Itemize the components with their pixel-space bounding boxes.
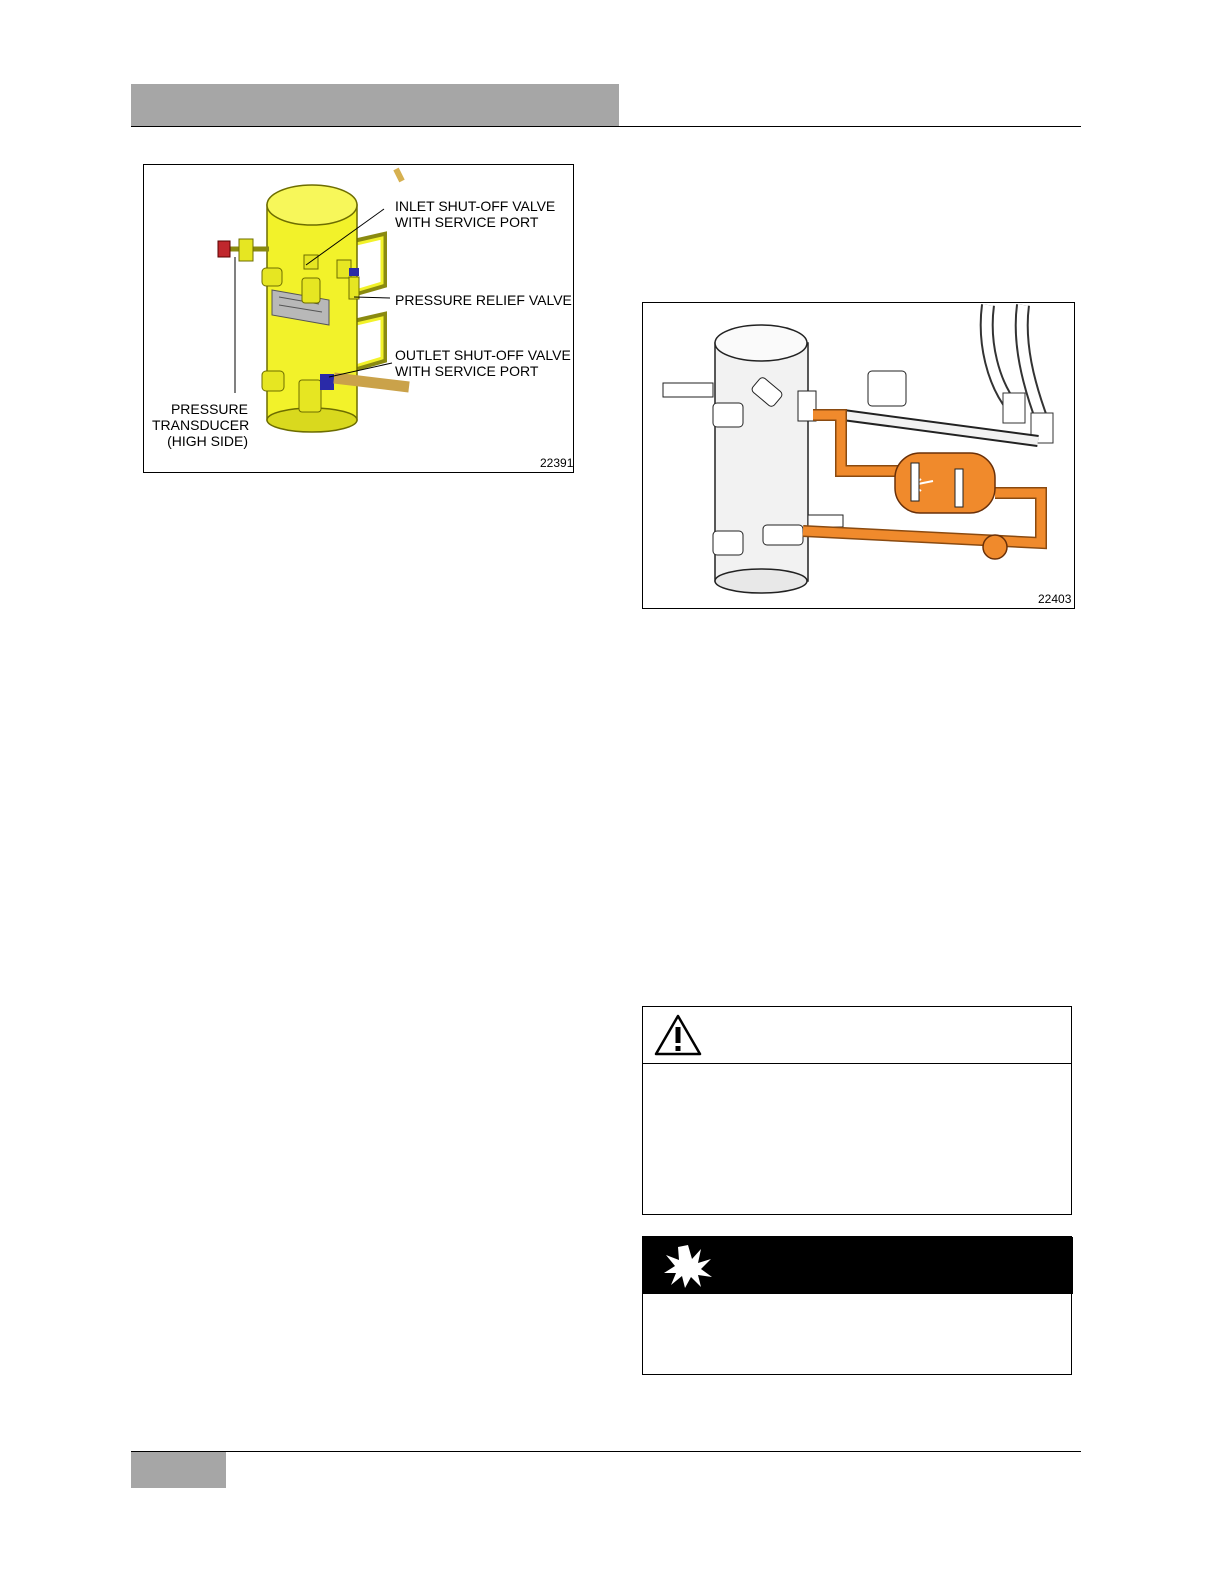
pressure-transducer-callout: PRESSURE TRANSDUCER (HIGH SIDE) (152, 401, 250, 449)
danger-box (642, 1236, 1072, 1375)
page-number-block (131, 1452, 226, 1488)
danger-header (643, 1237, 1073, 1294)
receiver-tank-figure (143, 164, 574, 473)
explosion-icon (663, 1243, 713, 1289)
receiver-drier-illustration (643, 303, 1074, 608)
header-rule (131, 126, 1081, 127)
footer-rule (131, 1451, 1081, 1452)
caution-header (643, 1007, 1071, 1064)
outlet-valve-callout: OUTLET SHUT-OFF VALVE WITH SERVICE PORT (395, 347, 571, 379)
receiver-drier-figure (642, 302, 1075, 609)
caution-triangle-icon (653, 1013, 703, 1057)
relief-valve-callout: PRESSURE RELIEF VALVE (395, 292, 572, 308)
figure-number: 22403 (1038, 592, 1072, 606)
inlet-valve-callout: INLET SHUT-OFF VALVE WITH SERVICE PORT (395, 198, 556, 230)
header-bar (131, 84, 619, 126)
caution-box (642, 1006, 1072, 1215)
figure-number: 22391 (540, 456, 574, 470)
